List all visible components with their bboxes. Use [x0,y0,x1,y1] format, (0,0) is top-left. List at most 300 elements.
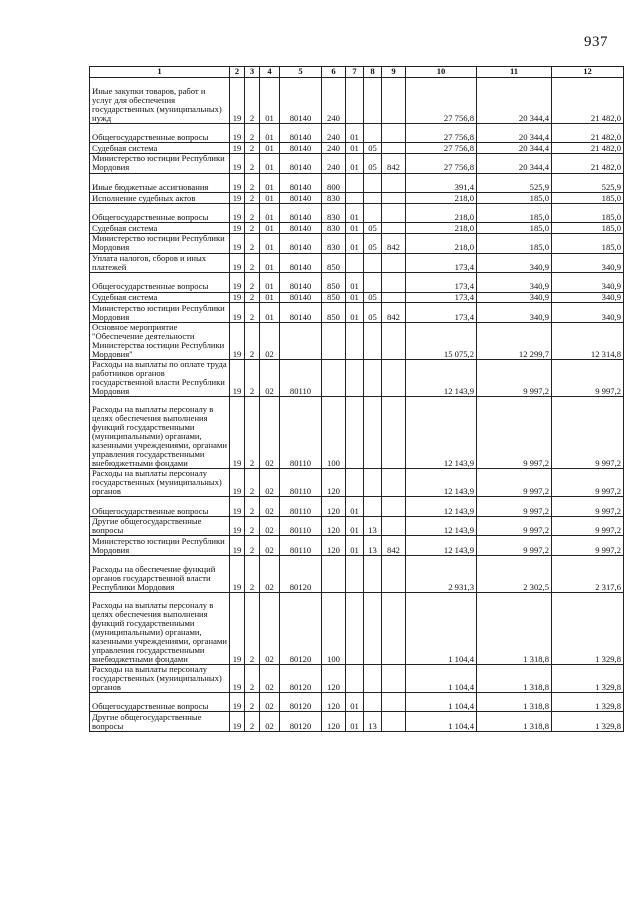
table-row [90,712,624,732]
code-cell: 2 [245,234,260,254]
amount-col12: 1 329,8 [552,664,624,692]
row-name: Министерство юстиции Республики Мордовия [90,536,230,556]
amount-col10: 391,4 [406,173,477,193]
code-cell: 800 [322,173,346,193]
code-cell [322,555,346,592]
amount-col10: 218,0 [406,234,477,254]
code-cell [364,253,382,273]
code-cell: 05 [364,303,382,323]
code-cell [364,692,382,712]
code-cell: 80110 [280,359,322,396]
amount-col12: 1 329,8 [552,692,624,712]
code-cell: 2 [245,143,260,154]
code-cell: 01 [346,143,364,154]
code-cell [346,555,364,592]
code-cell: 80140 [280,223,322,234]
column-header: 9 [382,67,406,78]
row-name: Общегосударственные вопросы [90,203,230,223]
code-cell: 80120 [280,592,322,664]
code-cell: 842 [382,536,406,556]
table-row [90,193,624,204]
column-header: 6 [322,67,346,78]
code-cell: 80140 [280,123,322,143]
code-cell: 19 [230,536,245,556]
code-cell: 01 [260,173,280,193]
amount-col11: 1 318,8 [477,712,552,732]
table-row [90,664,624,692]
code-cell: 19 [230,234,245,254]
code-cell: 2 [245,359,260,396]
amount-col11: 185,0 [477,234,552,254]
code-cell: 19 [230,322,245,359]
code-cell [382,359,406,396]
code-cell [382,273,406,293]
amount-col12: 21 482,0 [552,78,624,124]
code-cell: 02 [260,555,280,592]
code-cell: 2 [245,468,260,496]
code-cell: 19 [230,516,245,536]
code-cell: 80120 [280,664,322,692]
code-cell [364,396,382,468]
amount-col11: 20 344,4 [477,123,552,143]
code-cell: 80110 [280,516,322,536]
table-row [90,322,624,359]
table-row [90,303,624,323]
row-name: Уплата налогов, сборов и иных платежей [90,253,230,273]
code-cell [364,555,382,592]
code-cell: 19 [230,253,245,273]
row-name: Иные бюджетные ассигнования [90,173,230,193]
code-cell [382,592,406,664]
amount-col12: 9 997,2 [552,396,624,468]
code-cell: 02 [260,664,280,692]
code-cell [346,322,364,359]
code-cell [382,253,406,273]
code-cell [382,193,406,204]
code-cell [382,123,406,143]
code-cell: 19 [230,359,245,396]
code-cell: 05 [364,234,382,254]
code-cell: 80140 [280,173,322,193]
column-header: 7 [346,67,364,78]
code-cell: 240 [322,123,346,143]
table-row [90,555,624,592]
code-cell [382,78,406,124]
amount-col10: 1 104,4 [406,592,477,664]
amount-col10: 173,4 [406,273,477,293]
code-cell: 2 [245,555,260,592]
code-cell: 19 [230,203,245,223]
table-row [90,592,624,664]
code-cell [382,292,406,303]
code-cell: 80110 [280,468,322,496]
code-cell: 100 [322,396,346,468]
code-cell: 850 [322,292,346,303]
amount-col10: 27 756,8 [406,143,477,154]
code-cell: 830 [322,223,346,234]
table-row [90,78,624,124]
code-cell [364,193,382,204]
header-row [90,67,624,78]
code-cell: 19 [230,123,245,143]
amount-col11: 340,9 [477,273,552,293]
column-header: 11 [477,67,552,78]
amount-col11: 185,0 [477,193,552,204]
code-cell: 01 [346,516,364,536]
amount-col12: 340,9 [552,292,624,303]
row-name: Общегосударственные вопросы [90,497,230,517]
row-name: Общегосударственные вопросы [90,273,230,293]
code-cell: 2 [245,497,260,517]
table-row [90,143,624,154]
code-cell: 01 [346,497,364,517]
amount-col10: 2 931,3 [406,555,477,592]
amount-col10: 12 143,9 [406,516,477,536]
code-cell: 80140 [280,273,322,293]
amount-col11: 340,9 [477,303,552,323]
code-cell: 2 [245,712,260,732]
code-cell [346,253,364,273]
code-cell: 120 [322,664,346,692]
code-cell: 2 [245,592,260,664]
code-cell [364,123,382,143]
code-cell: 05 [364,223,382,234]
code-cell [382,497,406,517]
code-cell [364,273,382,293]
code-cell [364,592,382,664]
code-cell: 2 [245,123,260,143]
column-header: 2 [230,67,245,78]
code-cell: 19 [230,712,245,732]
code-cell: 01 [260,223,280,234]
table-row [90,497,624,517]
amount-col11: 20 344,4 [477,154,552,174]
code-cell: 19 [230,292,245,303]
code-cell: 120 [322,516,346,536]
code-cell [382,396,406,468]
code-cell [382,143,406,154]
row-name: Министерство юстиции Республики Мордовия [90,154,230,174]
code-cell: 120 [322,497,346,517]
code-cell: 19 [230,143,245,154]
code-cell: 2 [245,322,260,359]
code-cell: 02 [260,516,280,536]
code-cell: 19 [230,664,245,692]
table-row [90,223,624,234]
code-cell: 2 [245,303,260,323]
code-cell: 02 [260,396,280,468]
amount-col10: 12 143,9 [406,396,477,468]
code-cell: 2 [245,154,260,174]
code-cell: 80110 [280,497,322,517]
code-cell: 19 [230,223,245,234]
code-cell: 240 [322,78,346,124]
row-name: Расходы на выплаты по оплате труда работников органов государственной власти Республики Мордовия [90,359,230,396]
amount-col12: 340,9 [552,253,624,273]
code-cell [346,664,364,692]
column-header: 4 [260,67,280,78]
amount-col11: 1 318,8 [477,592,552,664]
amount-col11: 9 997,2 [477,359,552,396]
amount-col12: 1 329,8 [552,592,624,664]
table-row [90,253,624,273]
code-cell: 80140 [280,303,322,323]
amount-col12: 185,0 [552,234,624,254]
column-header: 5 [280,67,322,78]
code-cell: 01 [346,123,364,143]
code-cell: 01 [346,536,364,556]
row-name: Министерство юстиции Республики Мордовия [90,234,230,254]
code-cell [346,193,364,204]
code-cell: 01 [346,292,364,303]
amount-col12: 21 482,0 [552,143,624,154]
code-cell: 2 [245,664,260,692]
code-cell: 01 [260,273,280,293]
code-cell: 19 [230,303,245,323]
column-header: 3 [245,67,260,78]
code-cell: 02 [260,592,280,664]
amount-col11: 2 302,5 [477,555,552,592]
amount-col12: 1 329,8 [552,712,624,732]
amount-col10: 218,0 [406,193,477,204]
code-cell: 2 [245,173,260,193]
row-name: Расходы на выплаты персоналу в целях обеспечения выполнения функций государственными (муниципальными) органами, казенными учреждениями, органами управления государственными внебюджетными фондами [90,396,230,468]
code-cell: 02 [260,322,280,359]
code-cell: 01 [346,203,364,223]
code-cell: 2 [245,692,260,712]
row-name: Министерство юстиции Республики Мордовия [90,303,230,323]
amount-col11: 185,0 [477,223,552,234]
table-row [90,292,624,303]
amount-col11: 9 997,2 [477,468,552,496]
code-cell: 19 [230,154,245,174]
table-body [90,78,624,732]
row-name: Иные закупки товаров, работ и услуг для обеспечения государственных (муниципальных) нужд [90,78,230,124]
code-cell: 01 [260,292,280,303]
code-cell: 19 [230,592,245,664]
code-cell [280,322,322,359]
row-name: Расходы на выплаты персоналу государственных (муниципальных) органов [90,468,230,496]
code-cell: 01 [346,712,364,732]
amount-col11: 9 997,2 [477,516,552,536]
code-cell: 19 [230,273,245,293]
column-header: 8 [364,67,382,78]
code-cell: 850 [322,253,346,273]
code-cell: 01 [260,78,280,124]
amount-col10: 218,0 [406,203,477,223]
code-cell: 2 [245,292,260,303]
code-cell: 01 [346,303,364,323]
amount-col12: 185,0 [552,193,624,204]
code-cell: 80120 [280,692,322,712]
code-cell: 01 [346,154,364,174]
code-cell: 80140 [280,154,322,174]
amount-col10: 12 143,9 [406,359,477,396]
amount-col12: 340,9 [552,303,624,323]
code-cell: 19 [230,193,245,204]
code-cell: 01 [260,154,280,174]
table-row [90,359,624,396]
code-cell: 80140 [280,203,322,223]
row-name: Расходы на выплаты персоналу в целях обеспечения выполнения функций государственными (муниципальными) органами, казенными учреждениями, органами управления государственными внебюджетными фондами [90,592,230,664]
amount-col11: 20 344,4 [477,78,552,124]
code-cell [346,592,364,664]
code-cell: 120 [322,468,346,496]
code-cell: 80110 [280,536,322,556]
code-cell [364,173,382,193]
table-row [90,516,624,536]
code-cell: 01 [346,234,364,254]
code-cell: 02 [260,497,280,517]
code-cell [346,468,364,496]
code-cell: 19 [230,468,245,496]
amount-col10: 173,4 [406,292,477,303]
table-row [90,173,624,193]
amount-col12: 2 317,6 [552,555,624,592]
row-name: Судебная система [90,223,230,234]
code-cell: 80140 [280,78,322,124]
code-cell [382,664,406,692]
table-row [90,468,624,496]
code-cell: 05 [364,154,382,174]
code-cell: 80120 [280,712,322,732]
code-cell: 01 [260,303,280,323]
amount-col10: 12 143,9 [406,468,477,496]
code-cell [346,78,364,124]
row-name: Другие общегосударственные вопросы [90,712,230,732]
code-cell [346,173,364,193]
amount-col11: 525,9 [477,173,552,193]
code-cell: 830 [322,203,346,223]
amount-col10: 27 756,8 [406,123,477,143]
amount-col11: 9 997,2 [477,396,552,468]
amount-col10: 15 075,2 [406,322,477,359]
amount-col12: 185,0 [552,203,624,223]
amount-col11: 185,0 [477,203,552,223]
code-cell [364,664,382,692]
code-cell: 01 [346,273,364,293]
amount-col12: 9 997,2 [552,536,624,556]
budget-table [89,66,624,732]
page-number: 937 [584,34,608,50]
amount-col11: 340,9 [477,292,552,303]
amount-col12: 21 482,0 [552,154,624,174]
code-cell: 01 [260,123,280,143]
code-cell [364,359,382,396]
code-cell [322,322,346,359]
code-cell [382,322,406,359]
table-row [90,154,624,174]
code-cell: 01 [260,143,280,154]
code-cell: 19 [230,692,245,712]
amount-col11: 340,9 [477,253,552,273]
column-header: 10 [406,67,477,78]
code-cell: 19 [230,173,245,193]
amount-col10: 173,4 [406,303,477,323]
amount-col10: 12 143,9 [406,497,477,517]
table-row [90,396,624,468]
row-name: Расходы на обеспечение функций органов государственной власти Республики Мордовия [90,555,230,592]
code-cell: 842 [382,303,406,323]
code-cell [364,78,382,124]
row-name: Другие общегосударственные вопросы [90,516,230,536]
row-name: Общегосударственные вопросы [90,123,230,143]
code-cell: 850 [322,303,346,323]
amount-col11: 20 344,4 [477,143,552,154]
code-cell: 80140 [280,253,322,273]
code-cell [346,396,364,468]
amount-col10: 12 143,9 [406,536,477,556]
code-cell: 02 [260,692,280,712]
table-row [90,123,624,143]
code-cell [364,497,382,517]
code-cell: 2 [245,516,260,536]
amount-col10: 1 104,4 [406,692,477,712]
code-cell: 02 [260,536,280,556]
amount-col11: 1 318,8 [477,692,552,712]
code-cell [382,555,406,592]
code-cell: 2 [245,273,260,293]
code-cell: 01 [260,253,280,273]
code-cell: 13 [364,712,382,732]
row-name: Судебная система [90,292,230,303]
code-cell: 05 [364,292,382,303]
amount-col10: 173,4 [406,253,477,273]
code-cell: 80140 [280,292,322,303]
row-name: Расходы на выплаты персоналу государственных (муниципальных) органов [90,664,230,692]
code-cell: 19 [230,396,245,468]
amount-col10: 1 104,4 [406,664,477,692]
amount-col10: 218,0 [406,223,477,234]
amount-col12: 21 482,0 [552,123,624,143]
code-cell: 120 [322,692,346,712]
code-cell: 2 [245,193,260,204]
code-cell [322,359,346,396]
code-cell: 2 [245,536,260,556]
code-cell: 100 [322,592,346,664]
code-cell: 80140 [280,143,322,154]
code-cell: 240 [322,143,346,154]
amount-col12: 12 314,8 [552,322,624,359]
code-cell [364,468,382,496]
table-row [90,234,624,254]
amount-col11: 12 299,7 [477,322,552,359]
amount-col10: 27 756,8 [406,78,477,124]
code-cell: 01 [260,203,280,223]
amount-col10: 27 756,8 [406,154,477,174]
row-name: Исполнение судебных актов [90,193,230,204]
code-cell: 13 [364,516,382,536]
amount-col11: 9 997,2 [477,497,552,517]
row-name: Общегосударственные вопросы [90,692,230,712]
code-cell: 120 [322,536,346,556]
amount-col12: 9 997,2 [552,359,624,396]
code-cell [382,173,406,193]
code-cell: 2 [245,253,260,273]
code-cell: 01 [346,223,364,234]
code-cell: 02 [260,712,280,732]
row-name: Судебная система [90,143,230,154]
code-cell: 01 [260,193,280,204]
code-cell: 830 [322,193,346,204]
code-cell [382,203,406,223]
column-header: 12 [552,67,624,78]
code-cell: 80140 [280,193,322,204]
column-header: 1 [90,67,230,78]
code-cell: 01 [346,692,364,712]
code-cell: 80120 [280,555,322,592]
code-cell [346,359,364,396]
